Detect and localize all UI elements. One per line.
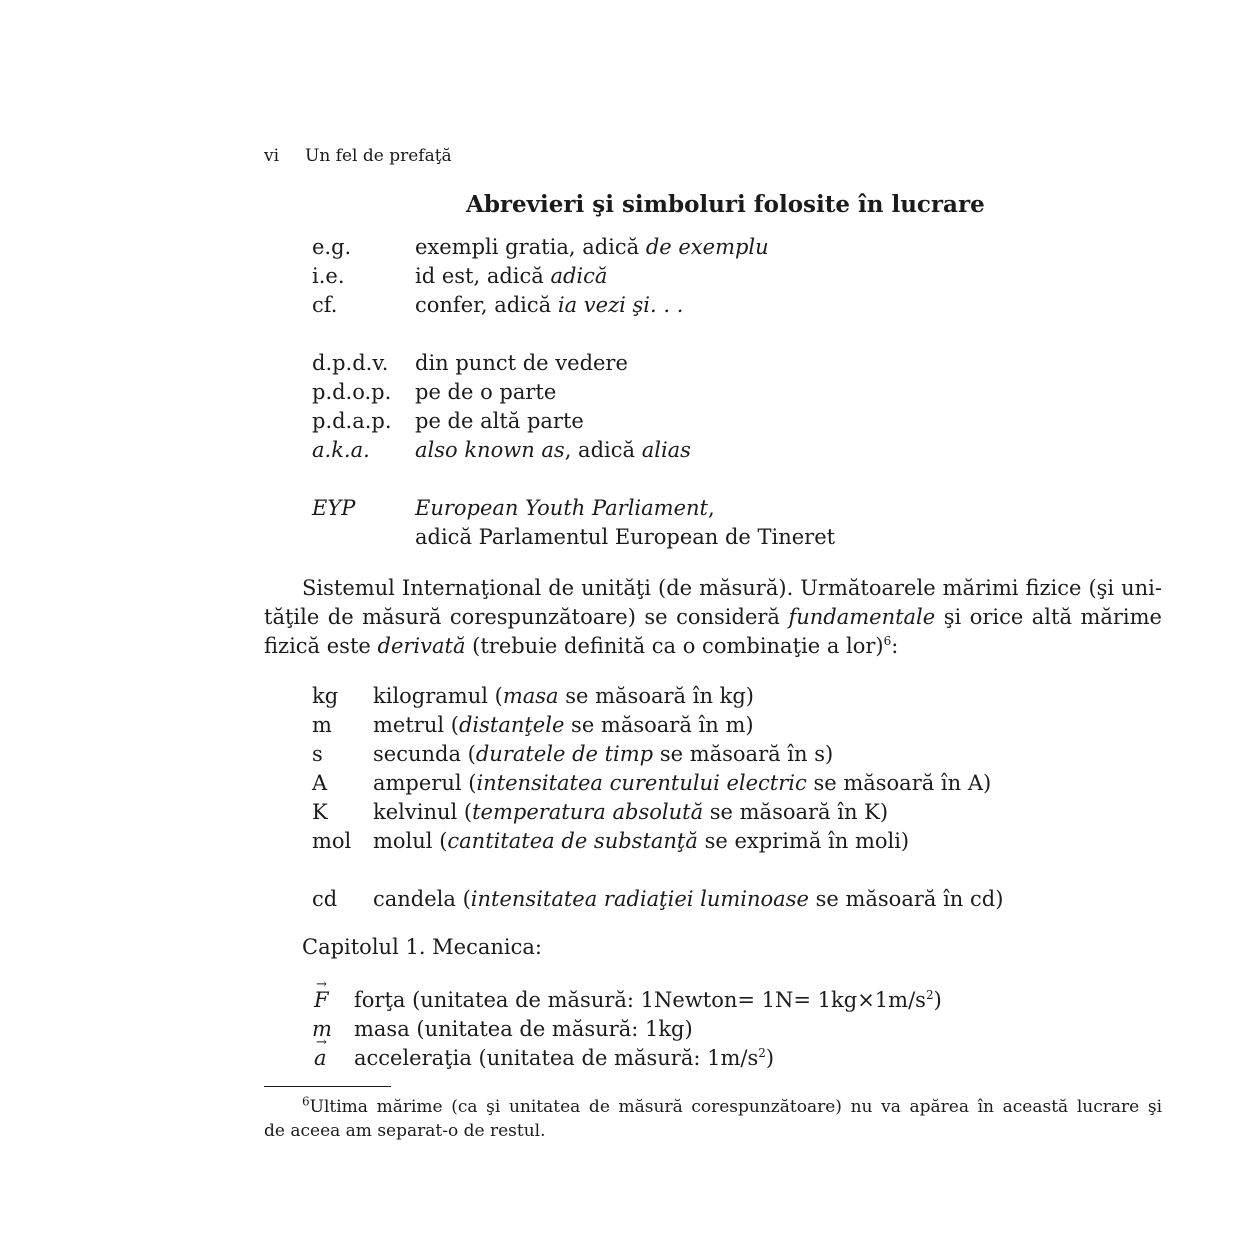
section-title: Abrevieri şi simboluri folosite în lucrare <box>466 191 985 218</box>
abbreviation-meaning: also known as, adică alias <box>415 438 691 462</box>
abbreviation: p.d.o.p. <box>312 380 392 404</box>
abbreviation: a.k.a. <box>312 438 370 462</box>
abbreviation: i.e. <box>312 264 345 288</box>
unit-description: amperul (intensitatea curentului electric se măsoară în A) <box>373 771 992 795</box>
quantity-description: masa (unitatea de măsură: 1kg) <box>354 1017 693 1041</box>
abbreviation-meaning: pe de o parte <box>415 380 557 404</box>
abbreviation-meaning: pe de altă parte <box>415 409 584 433</box>
footnote-mark: 6 <box>883 634 892 648</box>
abbreviation-meaning: European Youth Parliament, <box>415 496 715 520</box>
paragraph-line: tăţile de măsură corespunzătoare) se consideră fundamentale şi orice altă mărime <box>264 605 1162 629</box>
unit-description: kilogramul (masa se măsoară în kg) <box>373 684 755 708</box>
paragraph-line: Sistemul Internaţional de unităţi (de măsură). Următoarele mărimi fizice (şi uni- <box>302 576 1162 600</box>
unit-symbol: A <box>312 771 328 795</box>
footnote-rule <box>264 1086 391 1087</box>
abbreviation-meaning: id est, adică adică <box>415 264 608 288</box>
abbreviation-meaning-continued: adică Parlamentul European de Tineret <box>415 525 836 549</box>
unit-description: molul (cantitatea de substanţă se exprimă în moli) <box>373 829 910 853</box>
quantity-description: acceleraţia (unitatea de măsură: $1m/s^2$) <box>354 1046 775 1070</box>
abbreviation: e.g. <box>312 235 352 259</box>
unit-symbol: mol <box>312 829 352 853</box>
si-paragraph <box>264 574 1162 661</box>
quantity-description: forţa (unitatea de măsură: 1Newton= $1N= 1kg\times 1m/s^2$) <box>354 988 942 1012</box>
unit-description: secunda (duratele de timp se măsoară în s) <box>373 742 834 766</box>
unit-symbol: kg <box>312 684 339 708</box>
paragraph-line: fizică este derivată (trebuie definită ca o combinaţie a lor)$^6$: <box>264 634 899 658</box>
abbreviation-meaning: exempli gratia, adică de exemplu <box>415 235 769 259</box>
chapter-line: Capitolul 1. Mecanica: <box>302 935 542 959</box>
footnote-mark: 6 <box>302 1094 310 1109</box>
abbreviation: EYP <box>312 496 356 520</box>
unit-symbol: cd <box>312 887 338 911</box>
unit-symbol: K <box>312 800 328 824</box>
unit-symbol: m <box>312 713 332 737</box>
footnote-line: de aceea am separat-o de restul. <box>264 1121 546 1141</box>
quantity-symbol: m <box>312 1017 332 1041</box>
abbreviation: p.d.a.p. <box>312 409 392 433</box>
abbreviation: cf. <box>312 293 338 317</box>
abbreviation-meaning: confer, adică ia vezi şi. . . <box>415 293 684 317</box>
abbreviation: d.p.d.v. <box>312 351 389 375</box>
unit-description: candela (intensitatea radiaţiei luminoase se măsoară în cd) <box>373 887 1004 911</box>
footnote <box>264 1095 1162 1143</box>
unit-symbol: s <box>312 742 323 766</box>
running-title: Un fel de prefaţă <box>305 146 452 166</box>
abbreviation-meaning: din punct de vedere <box>415 351 628 375</box>
unit-description: metrul (distanţele se măsoară în m) <box>373 713 754 737</box>
unit-description: kelvinul (temperatura absolută se măsoară în K) <box>373 800 889 824</box>
page-number: vi <box>264 146 280 166</box>
footnote-line: $^6$Ultima mărime (ca şi unitatea de măsură corespunzătoare) nu va apărea în această lucrare şi <box>302 1094 1162 1117</box>
